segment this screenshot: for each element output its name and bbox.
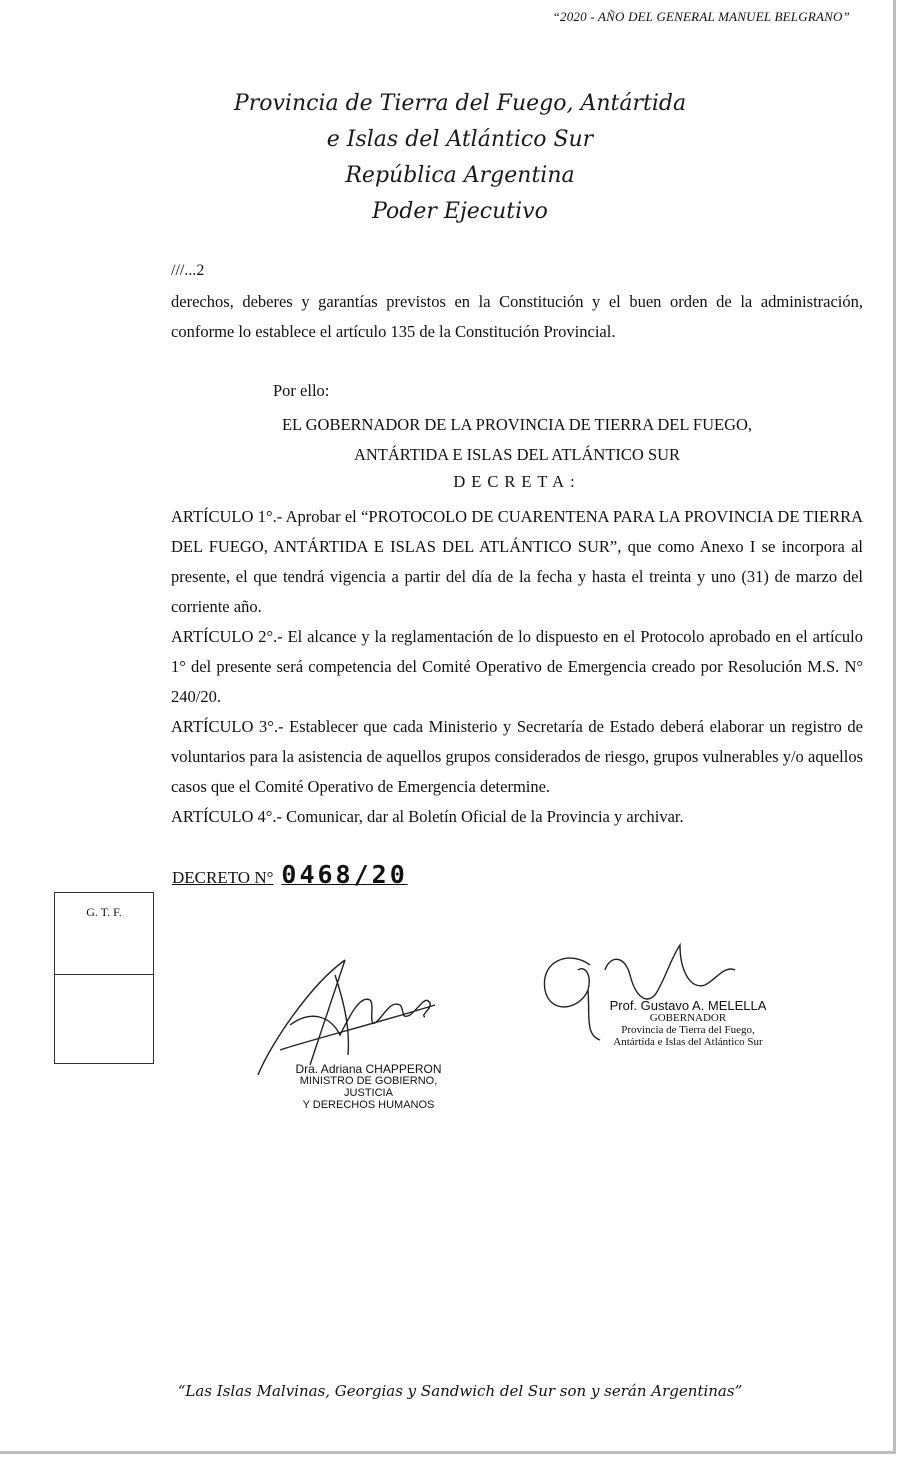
signer-right-name: Prof. Gustavo A. MELELLA [609, 998, 767, 1013]
signer-left-title: MINISTRO DE GOBIERNO, JUSTICIA [299, 1075, 438, 1099]
decreto-value: 0468/20 [281, 860, 408, 889]
signature-left-icon [250, 945, 450, 1080]
signer-left-title: Y DERECHOS HUMANOS [302, 1099, 435, 1111]
decreta-heading: DECRETA: [453, 472, 581, 491]
signer-right-line: Antártida e Islas del Atlántico Sur [613, 1036, 763, 1048]
article-4: ARTÍCULO 4°.- Comunicar, dar al Boletín Oficial de la Provincia y archivar. [171, 807, 684, 826]
decreto-label: DECRETO N° [172, 868, 274, 887]
signer-right-title: GOBERNADOR [649, 1012, 727, 1024]
letterhead-line: Provincia de Tierra del Fuego, Antártida [233, 91, 687, 116]
signature-right-block [598, 1000, 778, 1048]
intro-paragraph: derechos, deberes y garantías previstos en la Constitución y el buen orden de la administración, conforme lo establece el artículo 135 de la Constitución Provincial. [171, 292, 863, 341]
page-reference: ///...2 [171, 262, 205, 279]
signature-left-block [276, 1063, 461, 1111]
gobernador-line: EL GOBERNADOR DE LA PROVINCIA DE TIERRA DEL FUEGO, [281, 415, 753, 434]
por-ello: Por ello: [273, 381, 330, 400]
gobernador-line: ANTÁRTIDA E ISLAS DEL ATLÁNTICO SUR [353, 445, 681, 464]
letterhead-line: e Islas del Atlántico Sur [326, 127, 594, 152]
gtf-box [54, 892, 154, 1064]
letterhead-line: República Argentina [345, 163, 575, 188]
gtf-label: G. T. F. [55, 893, 153, 975]
year-motto: “2020 - AÑO DEL GENERAL MANUEL BELGRANO” [552, 9, 850, 24]
article-3: ARTÍCULO 3°.- Establecer que cada Ministerio y Secretaría de Estado deberá elaborar un registro de voluntarios para la asistencia de aquellos grupos considerados de riesgo, grupos vulnerables y/o aquellos casos que el Comité Operativo de Emergencia determine. [171, 717, 863, 796]
signer-right-line: Provincia de Tierra del Fuego, [621, 1024, 755, 1036]
articles [171, 502, 863, 832]
article-1: ARTÍCULO 1°.- Aprobar el “PROTOCOLO DE CUARENTENA PARA LA PROVINCIA DE TIERRA DEL FUEGO, ANTÁRTIDA E ISLAS DEL ATLÁNTICO SUR”, que como Anexo I se incorpora al presente, el que tendrá vigencia a partir del día de la fecha y hasta el treinta y uno (31) de marzo del corriente año. [171, 507, 863, 616]
article-2: ARTÍCULO 2°.- El alcance y la reglamentación de lo dispuesto en el Protocolo aprobado en el artículo 1° del presente será competencia del Comité Operativo de Emergencia creado por Resolución M.S. N° 240/20. [171, 627, 863, 706]
letterhead [180, 86, 740, 230]
signer-left-name: Dra. Adriana CHAPPERON [295, 1062, 442, 1076]
gobernador-heading [171, 410, 863, 470]
footer-motto: “Las Islas Malvinas, Georgias y Sandwich del Sur son y serán Argentinas” [177, 1382, 743, 1400]
decreto-number [172, 860, 408, 889]
letterhead-line: Poder Ejecutivo [372, 199, 548, 224]
